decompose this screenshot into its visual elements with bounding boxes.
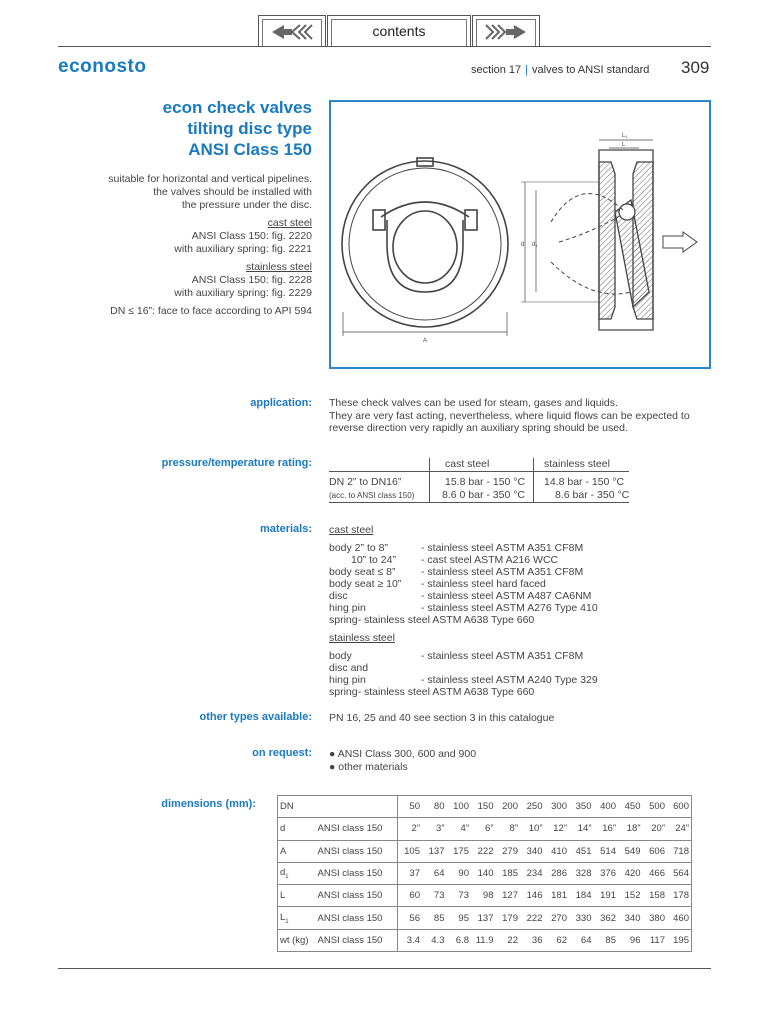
value-cell: 37 [398,862,423,884]
value-cell: 200 [496,796,521,818]
value-cell: 222 [471,840,496,862]
other-types-text: PN 16, 25 and 40 see section 3 in this catalogue [329,712,555,724]
valve-drawing-frame [329,100,711,369]
value-cell: 380 [643,907,668,929]
material-spec: - stainless steel ASTM A351 CF8M [421,650,584,662]
value-cell: 195 [667,929,692,951]
dim-label-d: d [521,242,525,248]
dimensions-label: dimensions (mm): [161,798,256,810]
row-header-cell: DN [278,796,316,818]
value-cell: 158 [643,885,668,907]
pt-table-rule [329,471,629,472]
intro-line: ANSI Class 150: fig. 2228 [191,274,312,286]
value-cell: 234 [520,862,545,884]
value-cell: 328 [569,862,594,884]
double-arrow-right-icon [484,22,528,42]
materials-list [329,524,649,698]
value-cell: 330 [569,907,594,929]
value-cell: 340 [618,907,643,929]
value-cell: 286 [545,862,570,884]
cast-steel-heading: cast steel [267,217,312,229]
footer-rule [58,968,711,969]
value-cell: 514 [594,840,619,862]
section-heading [471,64,649,76]
next-page-button[interactable] [472,15,540,47]
section-number: section 17 [471,64,522,76]
value-cell: 11.9 [471,929,496,951]
dim-label-l1: L1 [622,133,628,139]
title-line: ANSI Class 150 [188,140,312,159]
bullet-icon: ● [329,748,336,760]
table-row [278,907,692,929]
intro-line: the pressure under the disc. [181,199,312,211]
section-separator: | [525,64,529,76]
value-cell: 24” [667,818,692,840]
value-cell: 12” [545,818,570,840]
row-header-cell: d [278,818,316,840]
table-row [278,862,692,884]
value-cell: 6” [471,818,496,840]
intro-line: suitable for horizontal and vertical pipelines. [108,173,312,185]
value-cell: 14” [569,818,594,840]
value-cell: 6.8 [447,929,472,951]
value-cell: 191 [594,885,619,907]
pt-cast-150: 15.8 bar - 150 °C [445,476,526,488]
material-spec: - stainless steel hard faced [421,578,546,590]
material-part: body 2” to 8” [329,542,388,554]
value-cell: 466 [643,862,668,884]
value-cell: 80 [422,796,447,818]
material-part: disc and [329,662,369,674]
on-request-list [329,748,476,773]
table-row [278,796,692,818]
intro-line: with auxiliary spring: fig. 2221 [174,243,312,255]
value-cell: 600 [667,796,692,818]
class-cell: ANSI class 150 [316,907,398,929]
face-to-face-note: DN ≤ 16”: face to face according to API 594 [110,305,312,317]
value-cell: 362 [594,907,619,929]
application-line: reverse direction very rapidly an auxiliary spring should be used. [329,422,628,434]
value-cell: 36 [520,929,545,951]
material-row [329,662,649,674]
value-cell: 3.4 [398,929,423,951]
dim-label-a: A [423,338,428,344]
material-spec: - stainless steel ASTM A276 Type 410 [421,602,598,614]
material-row [329,614,649,626]
row-header-cell: L [278,885,316,907]
value-cell: 90 [447,862,472,884]
value-cell: 300 [545,796,570,818]
valve-side-view [521,140,697,330]
value-cell: 500 [643,796,668,818]
value-cell: 127 [496,885,521,907]
value-cell: 3” [422,818,447,840]
header-rule [58,46,711,47]
dim-label-l: L [622,142,626,148]
class-cell [316,796,398,818]
value-cell: 64 [422,862,447,884]
value-cell: 400 [594,796,619,818]
list-item-text: other materials [338,760,408,773]
value-cell: 340 [520,840,545,862]
value-cell: 117 [643,929,668,951]
material-part: hing pin [329,602,366,614]
valve-technical-drawing [331,102,709,367]
title-line: econ check valves [162,98,312,117]
row-header-cell: A [278,840,316,862]
value-cell: 718 [667,840,692,862]
value-cell: 549 [618,840,643,862]
value-cell: 420 [618,862,643,884]
valve-front-view [342,158,508,336]
materials-label: materials: [260,523,312,535]
application-line: These check valves can be used for steam, gases and liquids. [329,397,618,409]
value-cell: 16” [594,818,619,840]
value-cell: 60 [398,885,423,907]
contents-button[interactable] [327,15,471,47]
table-row [278,929,692,951]
material-part: spring- stainless steel ASTM A638 Type 660 [329,686,535,698]
application-text [329,397,690,435]
product-intro [108,173,312,318]
material-row [329,590,649,602]
intro-line: the valves should be installed with [153,186,312,198]
material-spec: - stainless steel ASTM A487 CA6NM [421,590,592,602]
material-part: spring- stainless steel ASTM A638 Type 660 [329,614,535,626]
on-request-label: on request: [252,747,312,759]
pt-col-divider [429,458,430,502]
value-cell: 18” [618,818,643,840]
materials-cast-heading: cast steel [329,524,374,536]
material-spec: - stainless steel ASTM A351 CF8M [421,566,584,578]
pt-col-stainless: stainless steel [544,458,610,470]
value-cell: 10” [520,818,545,840]
row-header-cell: $L_1$ [278,907,316,929]
page-number: 309 [681,58,710,77]
material-spec: - cast steel ASTM A216 WCC [421,554,559,566]
value-cell: 185 [496,862,521,884]
material-part: body [329,650,352,662]
value-cell: 178 [667,885,692,907]
value-cell: 184 [569,885,594,907]
value-cell: 62 [545,929,570,951]
material-row [329,674,649,686]
value-cell: 175 [447,840,472,862]
pt-row-note: (acc. to ANSI class 150) [329,491,415,500]
value-cell: 250 [520,796,545,818]
materials-stainless-heading: stainless steel [329,632,395,644]
pt-row-label: DN 2” to DN16” [329,476,402,488]
other-types-label: other types available: [199,711,312,723]
value-cell: 410 [545,840,570,862]
intro-line: with auxiliary spring: fig. 2229 [174,287,312,299]
material-part: 10” to 24” [351,554,396,566]
value-cell: 181 [545,885,570,907]
value-cell: 4” [447,818,472,840]
intro-line: ANSI Class 150: fig. 2220 [191,230,312,242]
value-cell: 146 [520,885,545,907]
application-label: application: [250,397,312,409]
class-cell: ANSI class 150 [316,929,398,951]
value-cell: 2” [398,818,423,840]
value-cell: 98 [471,885,496,907]
table-row [278,818,692,840]
pt-col-cast: cast steel [445,458,490,470]
pt-col-divider [533,458,534,502]
value-cell: 451 [569,840,594,862]
value-cell: 50 [398,796,423,818]
pt-rating-label: pressure/temperature rating: [161,457,312,469]
dimensions-table [277,795,692,952]
material-part: body seat ≤ 8” [329,566,396,578]
value-cell: 222 [520,907,545,929]
material-row [329,686,649,698]
value-cell: 20” [643,818,668,840]
material-part: body seat ≥ 10” [329,578,402,590]
econosto-logo: econosto [58,56,147,77]
value-cell: 4.3 [422,929,447,951]
material-spec: - stainless steel ASTM A240 Type 329 [421,674,598,686]
value-cell: 460 [667,907,692,929]
double-arrow-left-icon [270,22,314,42]
row-header-cell: wt (kg) [278,929,316,951]
table-row [278,840,692,862]
table-row [278,885,692,907]
value-cell: 606 [643,840,668,862]
pt-stainless-150: 14.8 bar - 150 °C [544,476,625,488]
value-cell: 85 [594,929,619,951]
material-row [329,566,649,578]
value-cell: 100 [447,796,472,818]
contents-label: contents [372,23,426,39]
pt-stainless-350: 8.6 bar - 350 °C [555,489,630,501]
value-cell: 105 [398,840,423,862]
row-header-cell: $d_1$ [278,862,316,884]
value-cell: 96 [618,929,643,951]
value-cell: 564 [667,862,692,884]
material-row [329,602,649,614]
title-line: tilting disc type [187,119,312,138]
material-spec: - stainless steel ASTM A351 CF8M [421,542,584,554]
class-cell: ANSI class 150 [316,862,398,884]
value-cell: 8” [496,818,521,840]
value-cell: 279 [496,840,521,862]
list-item-text: ANSI Class 300, 600 and 900 [337,748,477,760]
value-cell: 350 [569,796,594,818]
value-cell: 150 [471,796,496,818]
material-row [329,554,649,566]
value-cell: 179 [496,907,521,929]
bullet-icon: ● [329,760,336,773]
application-line: They are very fast acting, nevertheless, where liquid flows can be expected to [329,409,690,422]
value-cell: 85 [422,907,447,929]
value-cell: 73 [447,885,472,907]
value-cell: 152 [618,885,643,907]
value-cell: 56 [398,907,423,929]
value-cell: 137 [422,840,447,862]
product-title [163,97,312,160]
value-cell: 270 [545,907,570,929]
material-row [329,650,649,662]
class-cell: ANSI class 150 [316,818,398,840]
list-item [329,761,476,774]
class-cell: ANSI class 150 [316,885,398,907]
class-cell: ANSI class 150 [316,840,398,862]
material-row [329,578,649,590]
value-cell: 64 [569,929,594,951]
previous-page-button[interactable] [258,15,326,47]
list-item [329,748,476,761]
section-title: valves to ANSI standard [532,64,650,76]
value-cell: 137 [471,907,496,929]
value-cell: 140 [471,862,496,884]
value-cell: 22 [496,929,521,951]
dim-label-d1: d1 [532,242,538,248]
material-row [329,542,649,554]
value-cell: 73 [422,885,447,907]
material-part: disc [329,590,348,602]
stainless-steel-heading: stainless steel [246,261,312,273]
material-part: hing pin [329,674,366,686]
value-cell: 95 [447,907,472,929]
pt-cast-350: 8.6 0 bar - 350 °C [442,489,525,501]
value-cell: 450 [618,796,643,818]
value-cell: 376 [594,862,619,884]
